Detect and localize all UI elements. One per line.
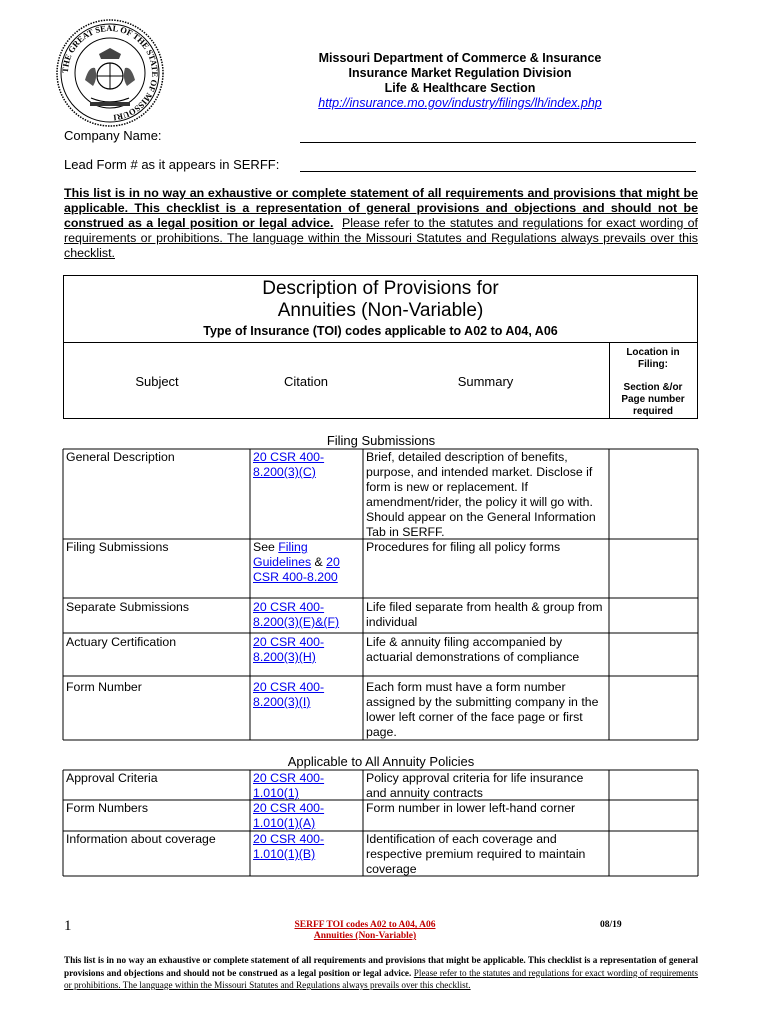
header-url-link[interactable]: http://insurance.mo.gov/industry/filings/lh/index.php (318, 96, 602, 110)
row-summary: Brief, detailed description of benefits, purpose, and intended market. Disclose if form is new or replacement. If amendment/rider, the policy it will go with. Should appear on the General Information Tab in SERFF. (366, 450, 596, 539)
seal-text: THE GREAT SEAL OF THE STATE OF MISSOURI (59, 22, 161, 123)
row-summary: Life & annuity filing accompanied by actuarial demonstrations of compliance (366, 635, 580, 664)
row-subject: Form Numbers (66, 801, 148, 815)
footer-date: 08/19 (600, 920, 622, 930)
row-subject: Actuary Certification (66, 635, 177, 649)
col-citation: Citation (283, 374, 329, 389)
row-citation-link[interactable]: 20 CSR 400-1.010(1) (253, 771, 325, 800)
toi-subtitle: Type of Insurance (TOI) codes applicable to A02 to A04, A06 (203, 324, 558, 338)
col-subject: Subject (135, 374, 179, 389)
row-subject: Approval Criteria (66, 771, 158, 785)
row-subject: General Description (66, 450, 175, 464)
row-citation-link[interactable]: 20 CSR 400-1.010(1)(A) (253, 801, 325, 830)
lead-form-label: Lead Form # as it appears in SERFF: (64, 157, 280, 172)
section-heading-annuity: Applicable to All Annuity Policies (287, 754, 475, 769)
row-subject: Form Number (66, 680, 142, 694)
row-summary: Form number in lower left-hand corner (366, 801, 576, 815)
col-summary: Summary (457, 374, 514, 389)
row-summary: Procedures for filing all policy forms (366, 540, 561, 554)
row-summary: Each form must have a form number assigned by the submitting company in the lower left corner of the face page or first page. (366, 680, 599, 739)
row-citation-link[interactable]: 20 CSR 400-8.200(3)(C) (253, 450, 325, 479)
row-citation-link[interactable]: 20 CSR 400-8.200(3)(I) (253, 680, 325, 709)
disclaimer-regular: Please refer to the statutes and regulations for exact wording of requirements or prohibitions. The language within the Missouri Statutes and Regulations always prevails over this checklist. (64, 216, 698, 260)
header-section: Life & Healthcare Section (384, 81, 536, 95)
title-line2: Annuities (Non-Variable) (277, 300, 484, 321)
filing-guidelines-link[interactable]: Filing Guidelines (253, 540, 312, 569)
header-dept: Missouri Department of Commerce & Insurance (318, 51, 602, 65)
row-citation-link[interactable]: 20 CSR 400-8.200 (253, 555, 340, 584)
row-subject: Filing Submissions (66, 540, 169, 554)
row-citation-link[interactable]: 20 CSR 400-8.200(3)(H) (253, 635, 325, 664)
col-location: Location in Filing: Section &/or Page number required (621, 347, 685, 417)
company-name-label: Company Name: (64, 128, 162, 143)
footer-disclaimer: This list is in no way an exhaustive or complete statement of all requirements and provisions that might be applicable. This checklist is a representation of general provisions and objections and should not be construed as a legal position or legal advice. Please refer to the statutes and regulations for exact wording of requirements or prohibitions. The language within the Missouri Statutes and Regulations always prevails over this checklist. (64, 955, 699, 990)
row-citation-link[interactable]: 20 CSR 400-1.010(1)(B) (253, 832, 325, 861)
header-division: Insurance Market Regulation Division (348, 66, 572, 80)
section-heading-filing: Filing Submissions (326, 433, 436, 448)
row-summary: Identification of each coverage and respective premium required to maintain coverage (366, 832, 586, 876)
row-subject: Separate Submissions (66, 600, 190, 614)
row-summary: Life filed separate from health & group from individual (366, 600, 603, 629)
row-summary: Policy approval criteria for life insurance and annuity contracts (366, 771, 584, 800)
row-citation-link[interactable]: 20 CSR 400-8.200(3)(E)&(F) (253, 600, 340, 629)
footer-serff: SERFF TOI codes A02 to A04, A06 Annuities (Non-Variable) (294, 920, 436, 941)
disclaimer-bold: This list is in no way an exhaustive or complete statement of all requirements and provisions that might be applicable. This checklist is a representation of general provisions and objections and should not be construed as a legal position or legal advice. (64, 186, 698, 230)
page-number: 1 (64, 918, 72, 934)
row-subject: Information about coverage (66, 832, 216, 846)
row-citation: See Filing Guidelines & 20 CSR 400-8.200 (253, 540, 340, 584)
title-line1: Description of Provisions for (262, 278, 499, 299)
